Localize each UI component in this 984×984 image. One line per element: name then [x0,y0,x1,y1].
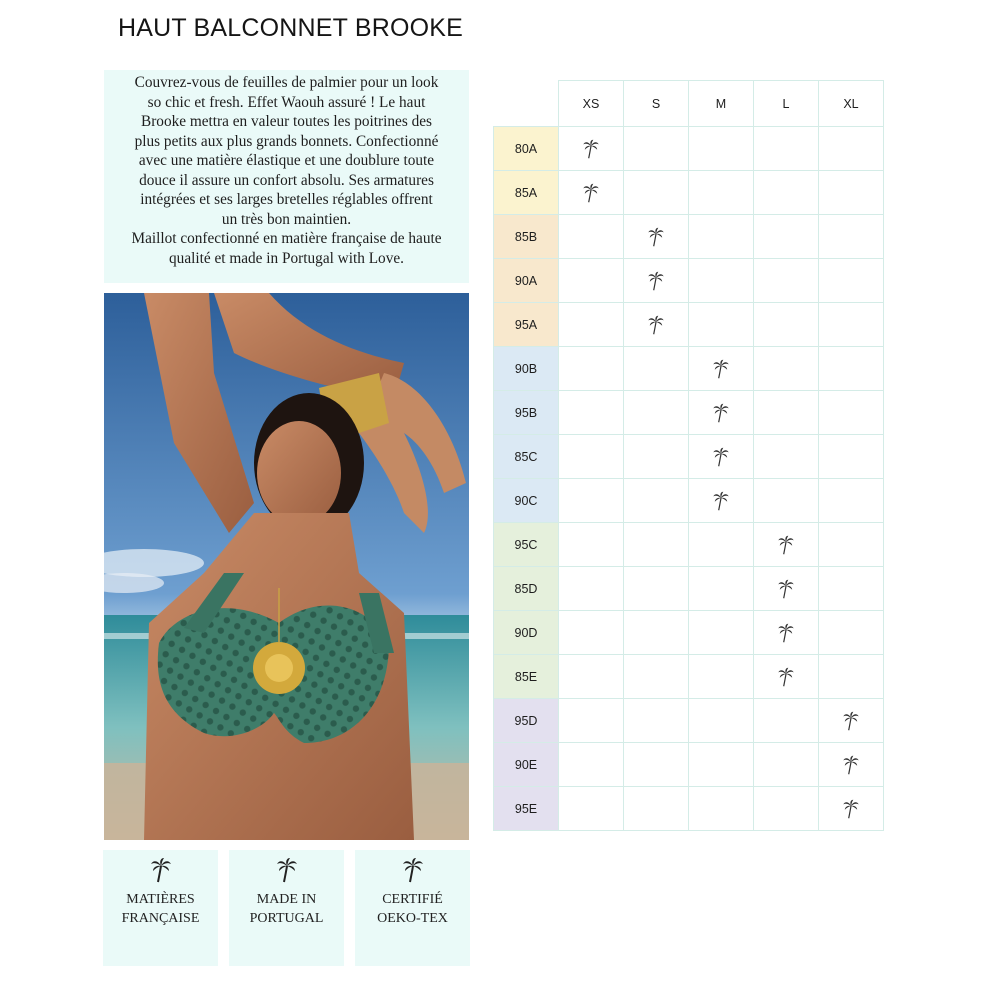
size-cell [559,391,624,435]
size-cell [624,259,689,303]
size-cell [754,347,819,391]
row-label: 85A [494,171,559,215]
page-title: HAUT BALCONNET BROOKE [118,14,464,42]
size-row [494,787,884,831]
size-cell [559,743,624,787]
row-label: 95E [494,787,559,831]
size-cell [559,347,624,391]
description-line: Brooke mettra en valeur toutes les poitrines des [141,113,432,130]
description-line: avec une matière élastique et une doublure toute [138,152,435,169]
badge-label: CERTIFIÉ OEKO-TEX [377,892,448,926]
size-cell [754,743,819,787]
row-label: 90E [494,743,559,787]
size-row [494,347,884,391]
size-cell [754,479,819,523]
size-cell [689,259,754,303]
size-chart [493,80,884,831]
size-cell [754,391,819,435]
size-cell [624,743,689,787]
size-cell [559,523,624,567]
size-row [494,699,884,743]
size-cell [819,259,884,303]
size-cell [559,699,624,743]
size-row [494,215,884,259]
row-label: 80A [494,127,559,171]
size-cell [754,655,819,699]
size-cell [559,171,624,215]
row-label: 95B [494,391,559,435]
size-header-xs: XS [559,81,624,127]
size-header-s: S [624,81,689,127]
description-line: qualité et made in Portugal with Love. [169,249,404,267]
size-cell [624,391,689,435]
size-cell [559,215,624,259]
badge-matieres-francaise [103,850,218,966]
size-cell [689,523,754,567]
size-cell [819,743,884,787]
size-cell [819,435,884,479]
size-cell [754,303,819,347]
size-cell [559,127,624,171]
size-cell [689,171,754,215]
size-cell [624,523,689,567]
size-row [494,171,884,215]
size-cell [819,127,884,171]
size-cell [689,391,754,435]
size-cell [819,303,884,347]
badge-label: MATIÈRES FRANÇAISE [121,892,200,926]
description-line: un très bon maintien. [221,210,352,228]
size-cell [624,127,689,171]
row-label: 85B [494,215,559,259]
size-cell [559,479,624,523]
description-line: douce il assure un confort absolu. Ses armatures [139,171,434,189]
size-row [494,127,884,171]
size-cell [559,259,624,303]
size-cell [624,435,689,479]
size-cell [689,655,754,699]
size-cell [559,655,624,699]
row-label: 85D [494,567,559,611]
size-cell [754,611,819,655]
size-header-l: L [754,81,819,127]
row-label: 95A [494,303,559,347]
feature-badges [103,850,471,968]
size-cell [754,127,819,171]
size-cell [559,611,624,655]
size-cell [689,479,754,523]
size-cell [689,215,754,259]
size-cell [624,699,689,743]
row-label: 90B [494,347,559,391]
size-cell [819,787,884,831]
size-cell [559,567,624,611]
palm-tree-icon [150,857,172,888]
size-cell [819,655,884,699]
size-cell [624,303,689,347]
size-cell [754,171,819,215]
size-cell [624,655,689,699]
size-row [494,567,884,611]
size-cell [819,523,884,567]
size-cell [754,435,819,479]
size-cell [689,303,754,347]
size-row [494,435,884,479]
size-cell [819,391,884,435]
product-description [104,70,469,283]
row-label: 95D [494,699,559,743]
palm-tree-icon [402,857,424,888]
size-row [494,611,884,655]
size-cell [559,787,624,831]
description-line: Maillot confectionné en matière française de haute [131,230,442,247]
size-cell [754,567,819,611]
size-row [494,391,884,435]
size-header-row [494,81,884,127]
description-line: plus petits aux plus grands bonnets. Confectionné [134,132,439,150]
size-cell [819,479,884,523]
size-cell [689,435,754,479]
badge-label: MADE IN PORTUGAL [249,892,324,926]
row-label: 85C [494,435,559,479]
size-cell [754,523,819,567]
row-label: 90D [494,611,559,655]
size-cell [689,347,754,391]
badge-made-in-portugal [229,850,344,966]
size-cell [689,127,754,171]
size-cell [754,787,819,831]
size-cell [559,435,624,479]
size-cell [689,787,754,831]
size-cell [819,171,884,215]
size-header-xl: XL [819,81,884,127]
size-row [494,479,884,523]
description-line: Couvrez-vous de feuilles de palmier pour un look [134,74,439,91]
product-photo [104,293,469,840]
row-label: 90C [494,479,559,523]
size-cell [689,699,754,743]
size-cell [624,215,689,259]
size-cell [624,787,689,831]
size-row [494,259,884,303]
row-label: 90A [494,259,559,303]
size-cell [624,611,689,655]
size-row [494,743,884,787]
size-cell [624,567,689,611]
description-line: intégrées et ses larges bretelles réglables offrent [140,191,433,208]
size-row [494,303,884,347]
size-cell [754,259,819,303]
size-cell [624,479,689,523]
badge-certifie-oeko-tex [355,850,470,966]
size-cell [689,611,754,655]
size-cell [819,347,884,391]
size-cell [624,171,689,215]
size-cell [754,699,819,743]
corner-cell [494,81,559,127]
size-cell [819,699,884,743]
size-cell [754,215,819,259]
size-cell [559,303,624,347]
size-cell [819,567,884,611]
size-cell [689,567,754,611]
size-cell [819,611,884,655]
row-label: 95C [494,523,559,567]
description-line: so chic et fresh. Effet Waouh assuré ! Le haut [147,93,426,111]
palm-tree-icon [276,857,298,888]
size-row [494,523,884,567]
size-header-m: M [689,81,754,127]
size-row [494,655,884,699]
size-cell [624,347,689,391]
size-cell [819,215,884,259]
size-cell [689,743,754,787]
row-label: 85E [494,655,559,699]
